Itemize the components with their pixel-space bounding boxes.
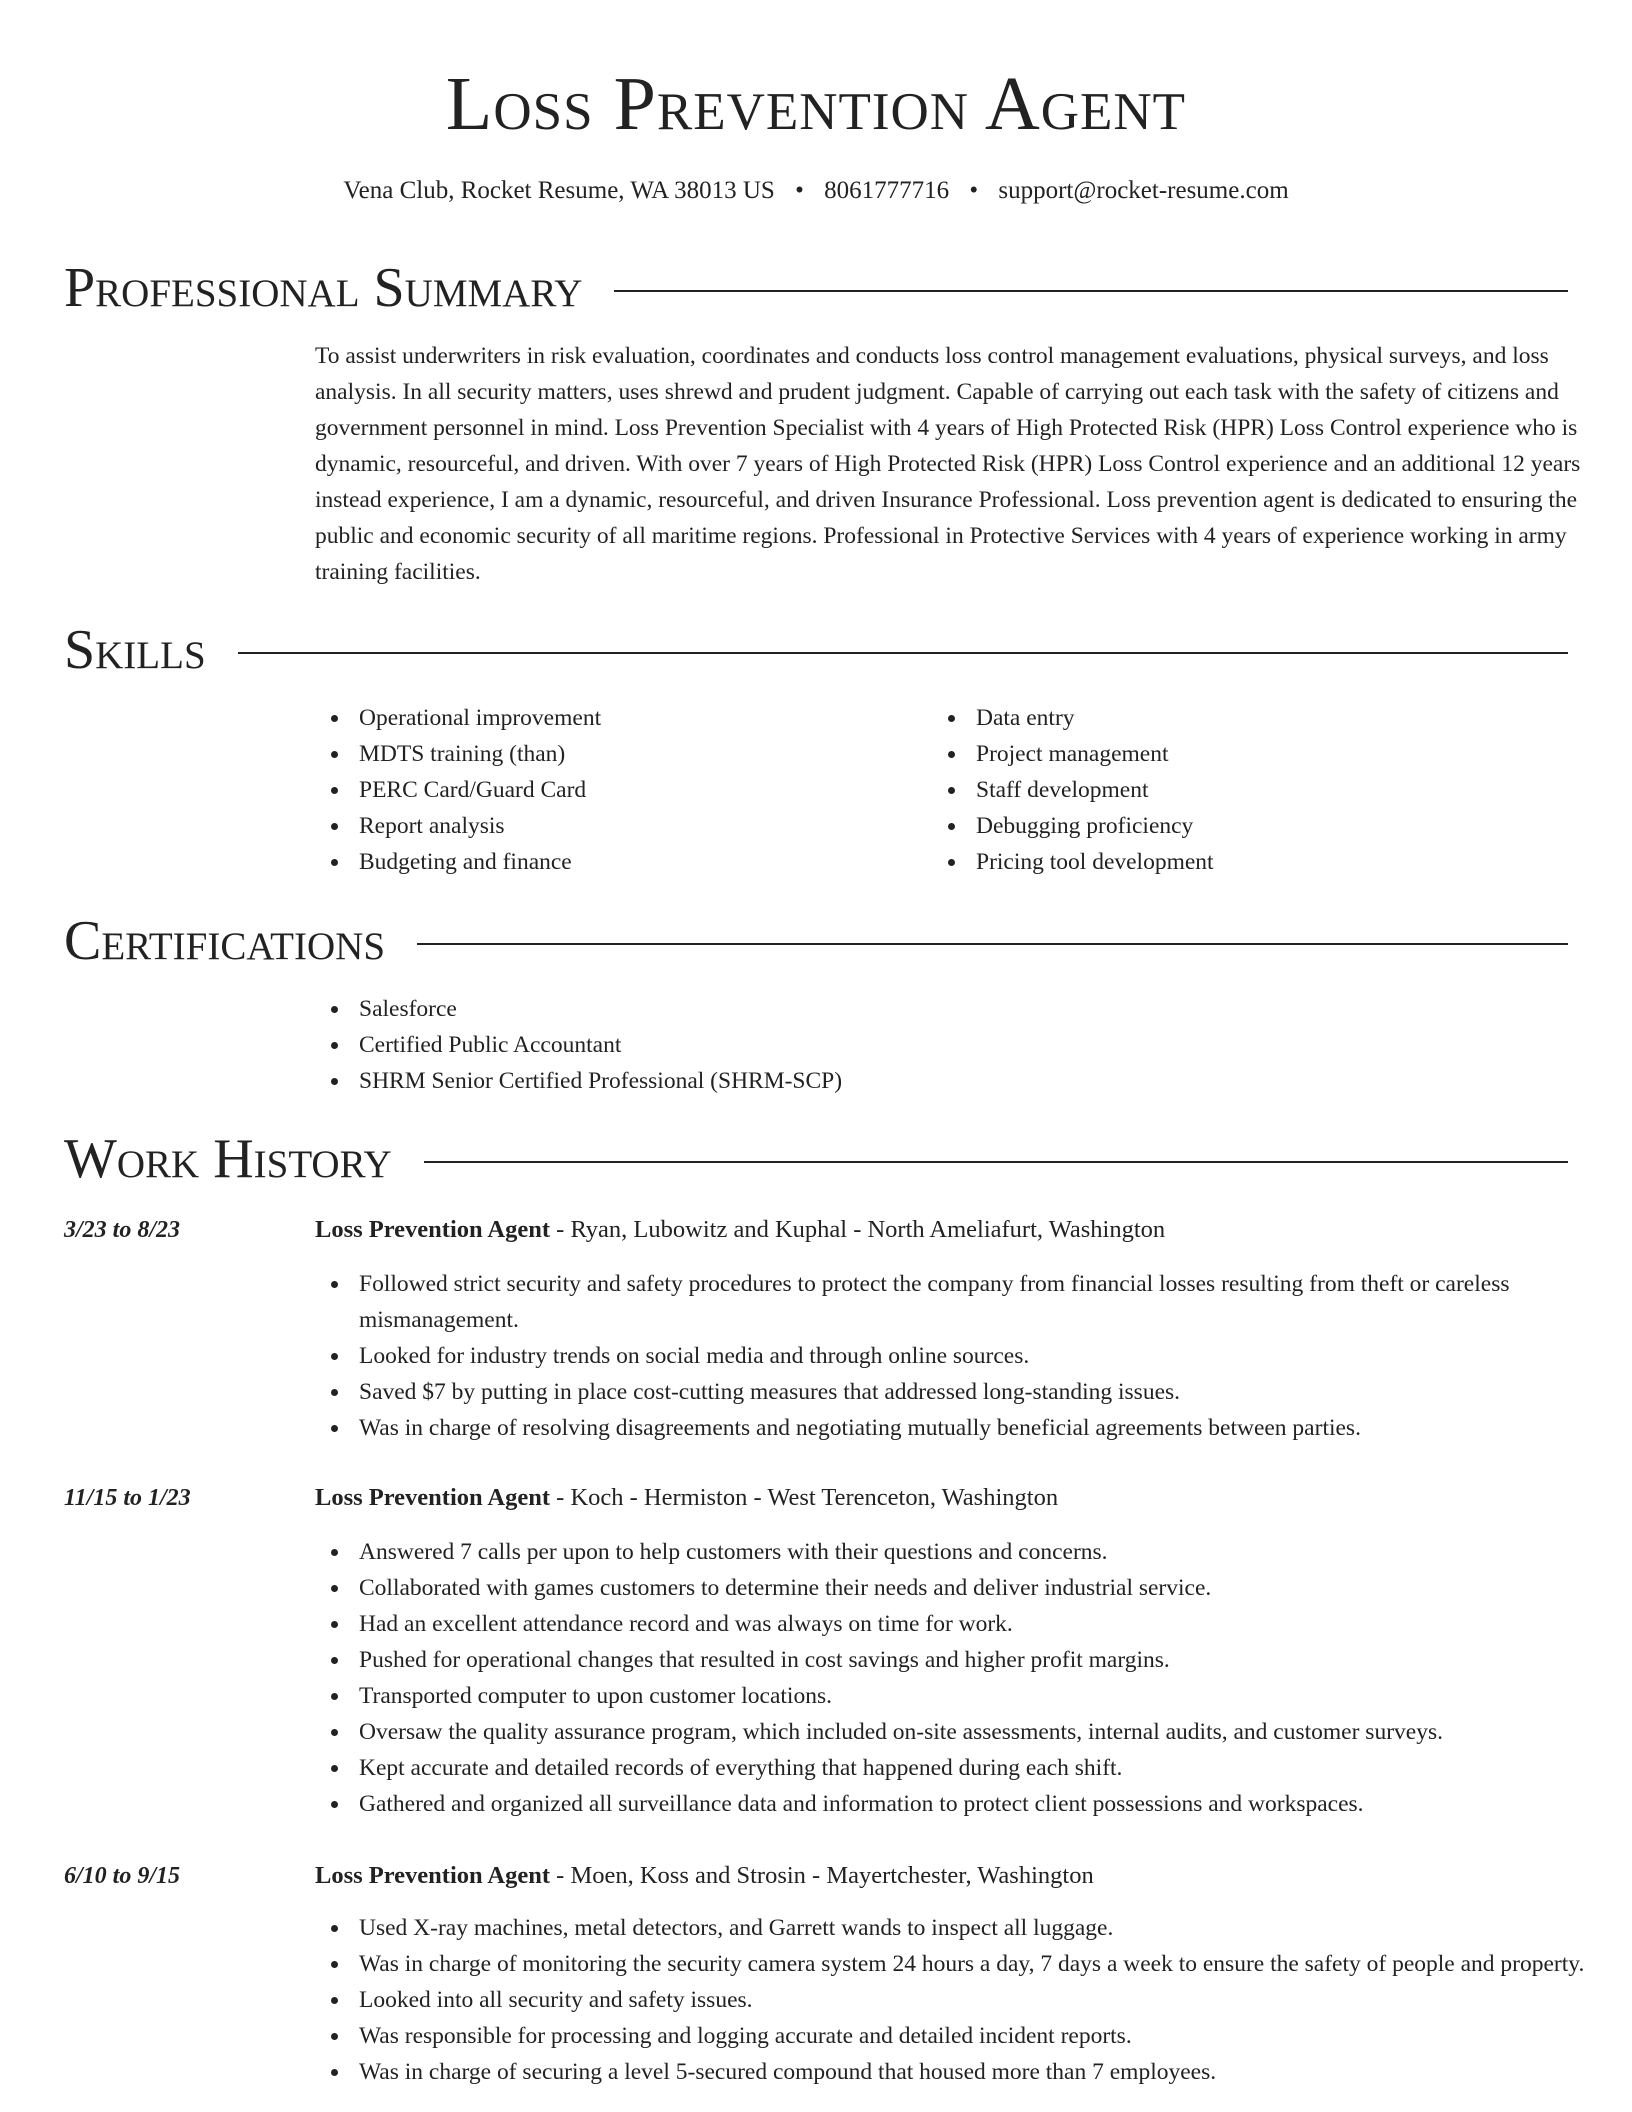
candidate-name: Loss Prevention Agent: [445, 62, 1187, 146]
contact-email: support@rocket-resume.com: [998, 177, 1289, 204]
job-bullet: Pushed for operational changes that resulted in cost savings and higher profit margins.: [359, 1642, 1614, 1678]
job-bullet: Was in charge of securing a level 5-secured compound that housed more than 7 employees.: [359, 2054, 1614, 2090]
skill-item: Debugging proficiency: [976, 808, 1532, 844]
contact-address: Vena Club, Rocket Resume, WA 38013 US: [343, 177, 775, 204]
skill-item: Project management: [976, 736, 1532, 772]
job-bullet: Oversaw the quality assurance program, which included on-site assessments, internal audits, and customer surveys.: [359, 1714, 1614, 1750]
skills-section-header: [64, 618, 1568, 682]
job-bullet: Answered 7 calls per upon to help customers with their questions and concerns.: [359, 1534, 1614, 1570]
job-bullet: Was in charge of resolving disagreements and negotiating mutually beneficial agreements between parties.: [359, 1410, 1614, 1446]
job-bullet: Followed strict security and safety procedures to protect the company from financial losses resulting from theft or careless mismanagement.: [359, 1266, 1614, 1338]
skill-item: Operational improvement: [359, 700, 915, 736]
job-bullet: Gathered and organized all surveillance data and information to protect client possessions and workspaces.: [359, 1786, 1614, 1822]
certifications-list: [315, 991, 1575, 1099]
work-history-heading: Work History: [64, 1128, 392, 1190]
summary-text: To assist underwriters in risk evaluation, coordinates and conducts loss control management evaluations, physical surveys, and loss analysis. In all security matters, uses shrewd and prudent judgment. Capable of carrying out each task with the safety of citizens and government personnel in mind. Loss Prevention Specialist with 4 years of High Protected Risk (HPR) Loss Control experience who is dynamic, resourceful, and driven. With over 7 years of High Protected Risk (HPR) Loss Control experience and an additional 12 years instead experience, I am a dynamic, resourceful, and driven Insurance Professional. Loss prevention agent is dedicated to ensuring the public and economic security of all maritime regions. Professional in Protective Services with 4 years of experience working in army training facilities.: [315, 343, 1581, 585]
skills-heading: Skills: [64, 619, 206, 681]
job-bullet: Collaborated with games customers to determine their needs and deliver industrial service.: [359, 1570, 1614, 1606]
job-bullet: Looked into all security and safety issues.: [359, 1982, 1614, 2018]
contact-phone: 8061777716: [824, 177, 950, 204]
job-dates: 6/10 to 9/15: [64, 1863, 181, 1889]
summary-section-header: [64, 256, 1568, 320]
job-employer-location: - Moen, Koss and Strosin - Mayertchester, Washington: [550, 1862, 1094, 1889]
contact-line: [64, 174, 1568, 208]
job-bullet: Kept accurate and detailed records of everything that happened during each shift.: [359, 1750, 1614, 1786]
section-divider: [424, 1161, 1568, 1163]
job-title-line: [315, 1858, 1565, 1894]
skill-item: PERC Card/Guard Card: [359, 772, 915, 808]
skill-item: Staff development: [976, 772, 1532, 808]
skill-item: Pricing tool development: [976, 844, 1532, 880]
skills-column-right: [932, 700, 1532, 880]
job-title: Loss Prevention Agent: [315, 1484, 551, 1511]
section-divider: [238, 652, 1568, 654]
job-title: Loss Prevention Agent: [315, 1862, 551, 1889]
job-title-line: [315, 1212, 1565, 1248]
job-dates: 3/23 to 8/23: [64, 1217, 181, 1243]
contact-separator: •: [969, 177, 979, 204]
job-bullet: Was responsible for processing and logging accurate and detailed incident reports.: [359, 2018, 1614, 2054]
work-history-section-header: [64, 1127, 1568, 1191]
certification-item: Certified Public Accountant: [359, 1027, 1575, 1063]
contact-separator: •: [795, 177, 804, 204]
job-bullet: Saved $7 by putting in place cost-cutting measures that addressed long-standing issues.: [359, 1374, 1614, 1410]
certification-item: SHRM Senior Certified Professional (SHRM-SCP): [359, 1063, 1575, 1099]
job-dates: 11/15 to 1/23: [64, 1485, 191, 1511]
job-bullet: Looked for industry trends on social media and through online sources.: [359, 1338, 1614, 1374]
section-divider: [614, 290, 1568, 292]
job-bullets: [315, 1534, 1614, 1822]
skill-item: Data entry: [976, 700, 1532, 736]
job-title-line: [315, 1480, 1565, 1516]
skill-item: MDTS training (than): [359, 736, 915, 772]
certification-item: Salesforce: [359, 991, 1575, 1027]
summary-heading: Professional Summary: [64, 257, 583, 319]
skill-item: Report analysis: [359, 808, 915, 844]
job-bullets: [315, 1266, 1614, 1446]
job-bullet: Used X-ray machines, metal detectors, and Garrett wands to inspect all luggage.: [359, 1910, 1614, 1946]
skill-item: Budgeting and finance: [359, 844, 915, 880]
job-bullet: Transported computer to upon customer locations.: [359, 1678, 1614, 1714]
skills-column-left: [315, 700, 915, 880]
job-bullet: Had an excellent attendance record and was always on time for work.: [359, 1606, 1614, 1642]
job-bullets: [315, 1910, 1614, 2090]
job-employer-location: - Koch - Hermiston - West Terenceton, Washington: [550, 1484, 1059, 1511]
certifications-heading: Certifications: [64, 910, 386, 972]
section-divider: [417, 943, 1568, 945]
job-employer-location: - Ryan, Lubowitz and Kuphal - North Ameliafurt, Washington: [550, 1216, 1166, 1243]
job-title: Loss Prevention Agent: [315, 1216, 551, 1243]
job-bullet: Was in charge of monitoring the security camera system 24 hours a day, 7 days a week to ensure the safety of people and property.: [359, 1946, 1614, 1982]
certifications-section-header: [64, 909, 1568, 973]
